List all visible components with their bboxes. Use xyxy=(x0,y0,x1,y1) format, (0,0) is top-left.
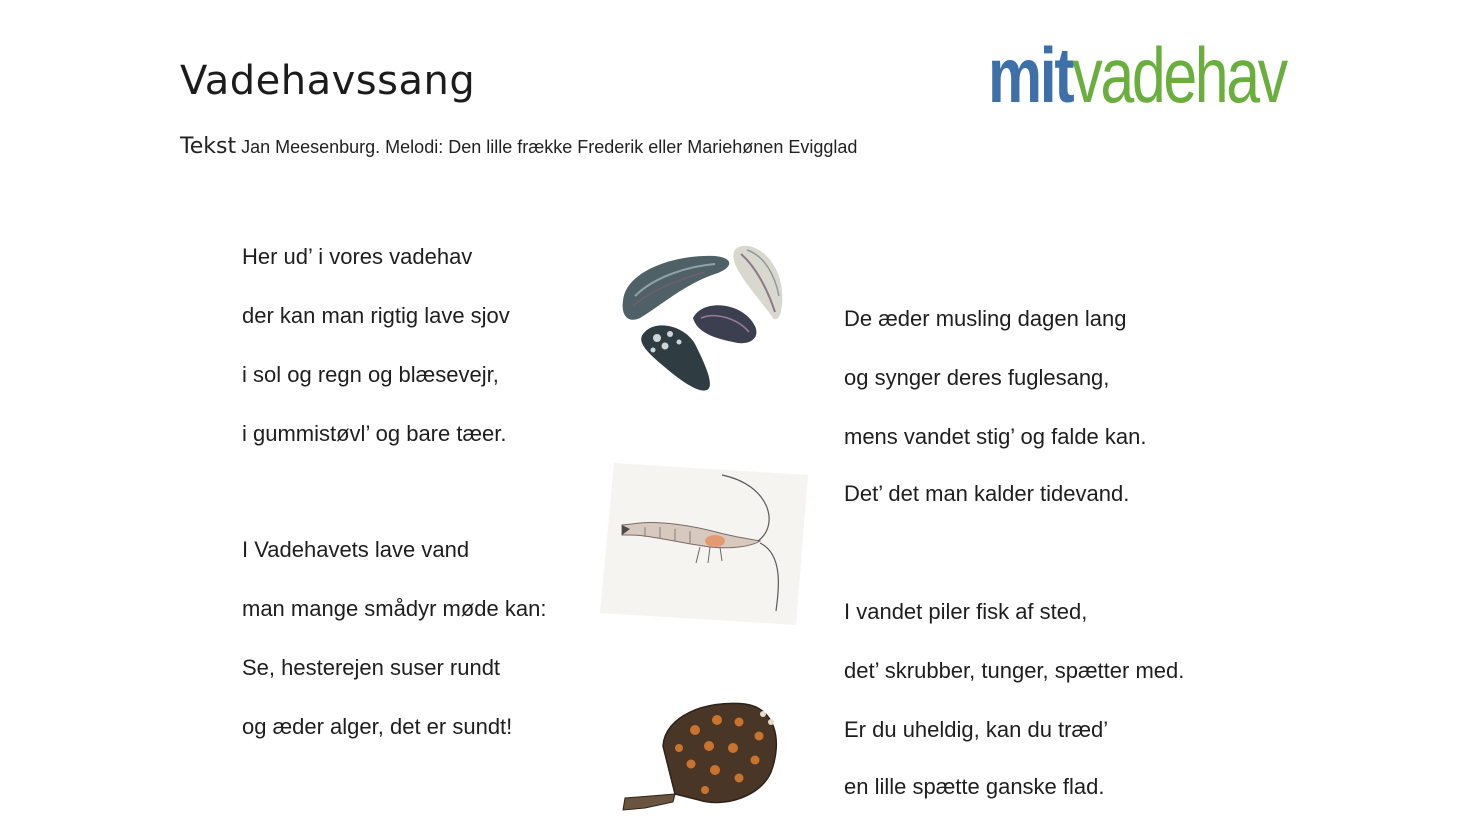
verse-line: I Vadehavets lave vand xyxy=(242,537,470,562)
credit-line xyxy=(180,134,857,159)
shrimp-illustration xyxy=(600,455,810,630)
mitvadehav-logo xyxy=(988,31,1286,119)
mussels-illustration xyxy=(615,236,790,396)
verse-line: det’ skrubber, tunger, spætter med. xyxy=(844,658,1185,683)
flatfish-body xyxy=(623,703,776,810)
verse-line: Se, hesterejen suser rundt xyxy=(242,655,501,680)
verse-line: De æder musling dagen lang xyxy=(844,306,1127,331)
verse-line: i gummistøvl’ og bare tæer. xyxy=(242,421,507,446)
verse-line: der kan man rigtig lave sjov xyxy=(242,303,510,328)
verse-line: man mange smådyr møde kan: xyxy=(242,596,547,621)
verse-line: i sol og regn og blæsevejr, xyxy=(242,362,499,387)
logo-mit: mit xyxy=(988,31,1073,119)
verse-line: Det’ det man kalder tidevand. xyxy=(844,481,1130,506)
verse-line: og synger deres fuglesang, xyxy=(844,365,1110,390)
credit-lead: Tekst xyxy=(180,134,237,159)
verse-line: mens vandet stig’ og falde kan. xyxy=(844,424,1147,449)
verse-line: en lille spætte ganske flad. xyxy=(844,774,1105,799)
logo-vadehav: vadehav xyxy=(1072,31,1286,119)
page-title: Vadehavssang xyxy=(180,58,476,104)
flatfish-illustration xyxy=(615,690,790,821)
verse-line: og æder alger, det er sundt! xyxy=(242,714,513,739)
mussel-shell xyxy=(733,246,782,319)
mussel-shell xyxy=(641,325,710,390)
mussel-shell xyxy=(693,305,756,343)
verse-line: Er du uheldig, kan du træd’ xyxy=(844,717,1109,742)
verse-line: I vandet piler fisk af sted, xyxy=(844,599,1088,624)
credit-text: Jan Meesenburg. Melodi: Den lille frække Frederik eller Mariehønen Evigglad xyxy=(241,137,858,157)
verse-line: Her ud’ i vores vadehav xyxy=(242,244,473,269)
